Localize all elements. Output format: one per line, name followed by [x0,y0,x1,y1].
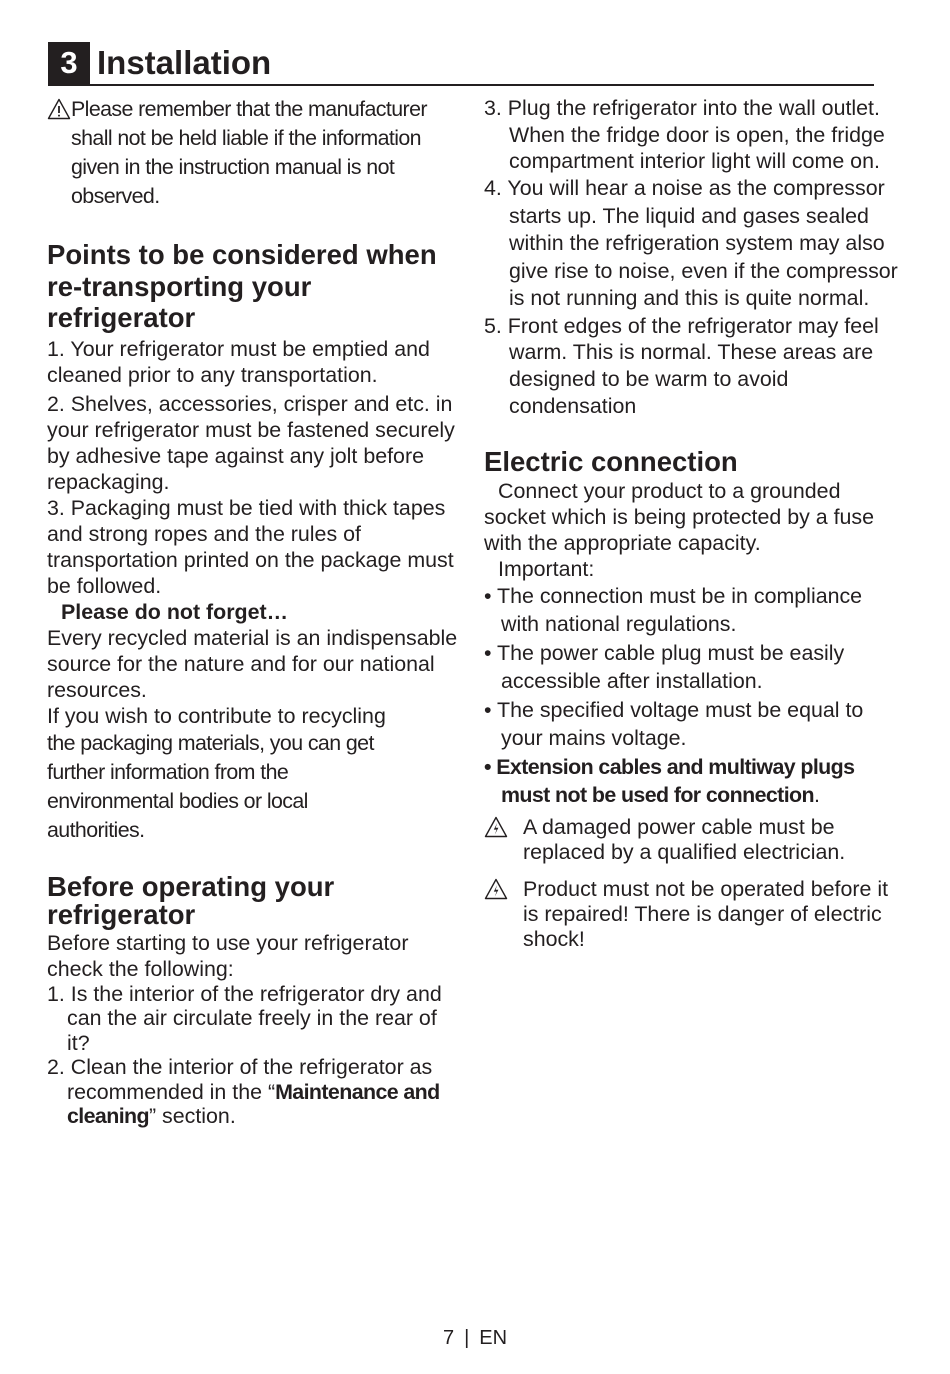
footer-separator: | [464,1327,470,1349]
cable-warning-text: A damaged power cable must be replaced by a qualified electrician. [523,814,846,864]
operating-step-5: 5. Front edges of the refrigerator may feel warm. This is normal. These areas are designed to be warm to avoid condensation [484,313,879,418]
transport-heading: Points to be considered when re-transporting your refrigerator [47,239,437,333]
extension-cable-warning: • Extension cables and multiway plugs must not be used for connection [484,754,855,808]
connection-rule-4-end: . [813,783,820,808]
electric-hazard-icon [484,878,508,900]
connection-rule-3: • The specified voltage must be equal to your mains voltage. [484,697,864,751]
electric-hazard-icon [484,816,508,838]
electric-intro: Connect your product to a grounded socket which is being protected by a fuse with the appropriate capacity. [484,478,875,555]
operating-step-4: 4. You will hear a noise as the compressor starts up. The liquid and gases sealed within the refrigeration system may also give rise to noise, even if the compressor is not running and this is quite normal. [484,176,898,311]
chapter-number: 3 [48,42,90,84]
before-step-1: 1. Is the interior of the refrigerator dry and can the air circulate freely in the rear of it? [47,981,442,1055]
shock-warning [484,877,900,952]
left-column [47,95,465,1129]
connection-rule-2: • The power cable plug must be easily accessible after installation. [484,640,845,694]
warning-triangle-icon [47,98,71,120]
right-column [484,95,900,952]
transport-step-1: 1. Your refrigerator must be emptied and cleaned prior to any transportation. [47,336,430,387]
chapter-header [48,42,874,86]
important-label: Important: [498,556,595,581]
before-intro: Before starting to use your refrigerator check the following: [47,930,409,981]
before-step-2 [47,1055,467,1129]
language-code: EN [479,1327,508,1349]
chapter-title: Installation [97,44,272,81]
recycling-text-3: the packaging materials, you can get further information from the environmental bodies or local authorities. [47,730,374,842]
before-step-2-text: 2. Clean the interior of the refrigerator as recommended in the “ [47,1055,433,1104]
maintenance-reference: Maintenance and cleaning [67,1079,440,1128]
operating-step-3: 3. Plug the refrigerator into the wall outlet. When the fridge door is open, the fridge compartment interior light will come on. [484,96,885,174]
page-footer [0,1326,950,1350]
before-operating-heading: Before operating your refrigerator [47,870,335,930]
disclaimer-text: Please remember that the manufacturer shall not be held liable if the information given in the instruction manual is not observed. [71,97,427,208]
shock-warning-text: Product must not be operated before it is repaired! There is danger of electric shock! [523,876,889,951]
recycling-text: Every recycled material is an indispensable source for the nature and for our national resources. [47,625,458,702]
connection-rule-4 [484,753,896,810]
transport-step-2: 2. Shelves, accessories, crisper and etc. in your refrigerator must be fastened securely by adhesive tape against any jolt before repackaging. [47,391,455,494]
cable-warning [484,815,900,865]
reminder-heading: Please do not forget… [61,599,289,624]
connection-rule-1: • The connection must be in compliance with national regulations. [484,583,863,637]
manufacturer-disclaimer [47,95,465,211]
electric-connection-heading: Electric connection [484,446,738,478]
transport-step-3: 3. Packaging must be tied with thick tapes and strong ropes and the rules of transportation printed on the package must be followed. [47,495,454,598]
recycling-text-2: If you wish to contribute to recycling [47,703,386,728]
before-step-2-end: ” section. [148,1104,236,1128]
page-number: 7 [442,1327,455,1349]
